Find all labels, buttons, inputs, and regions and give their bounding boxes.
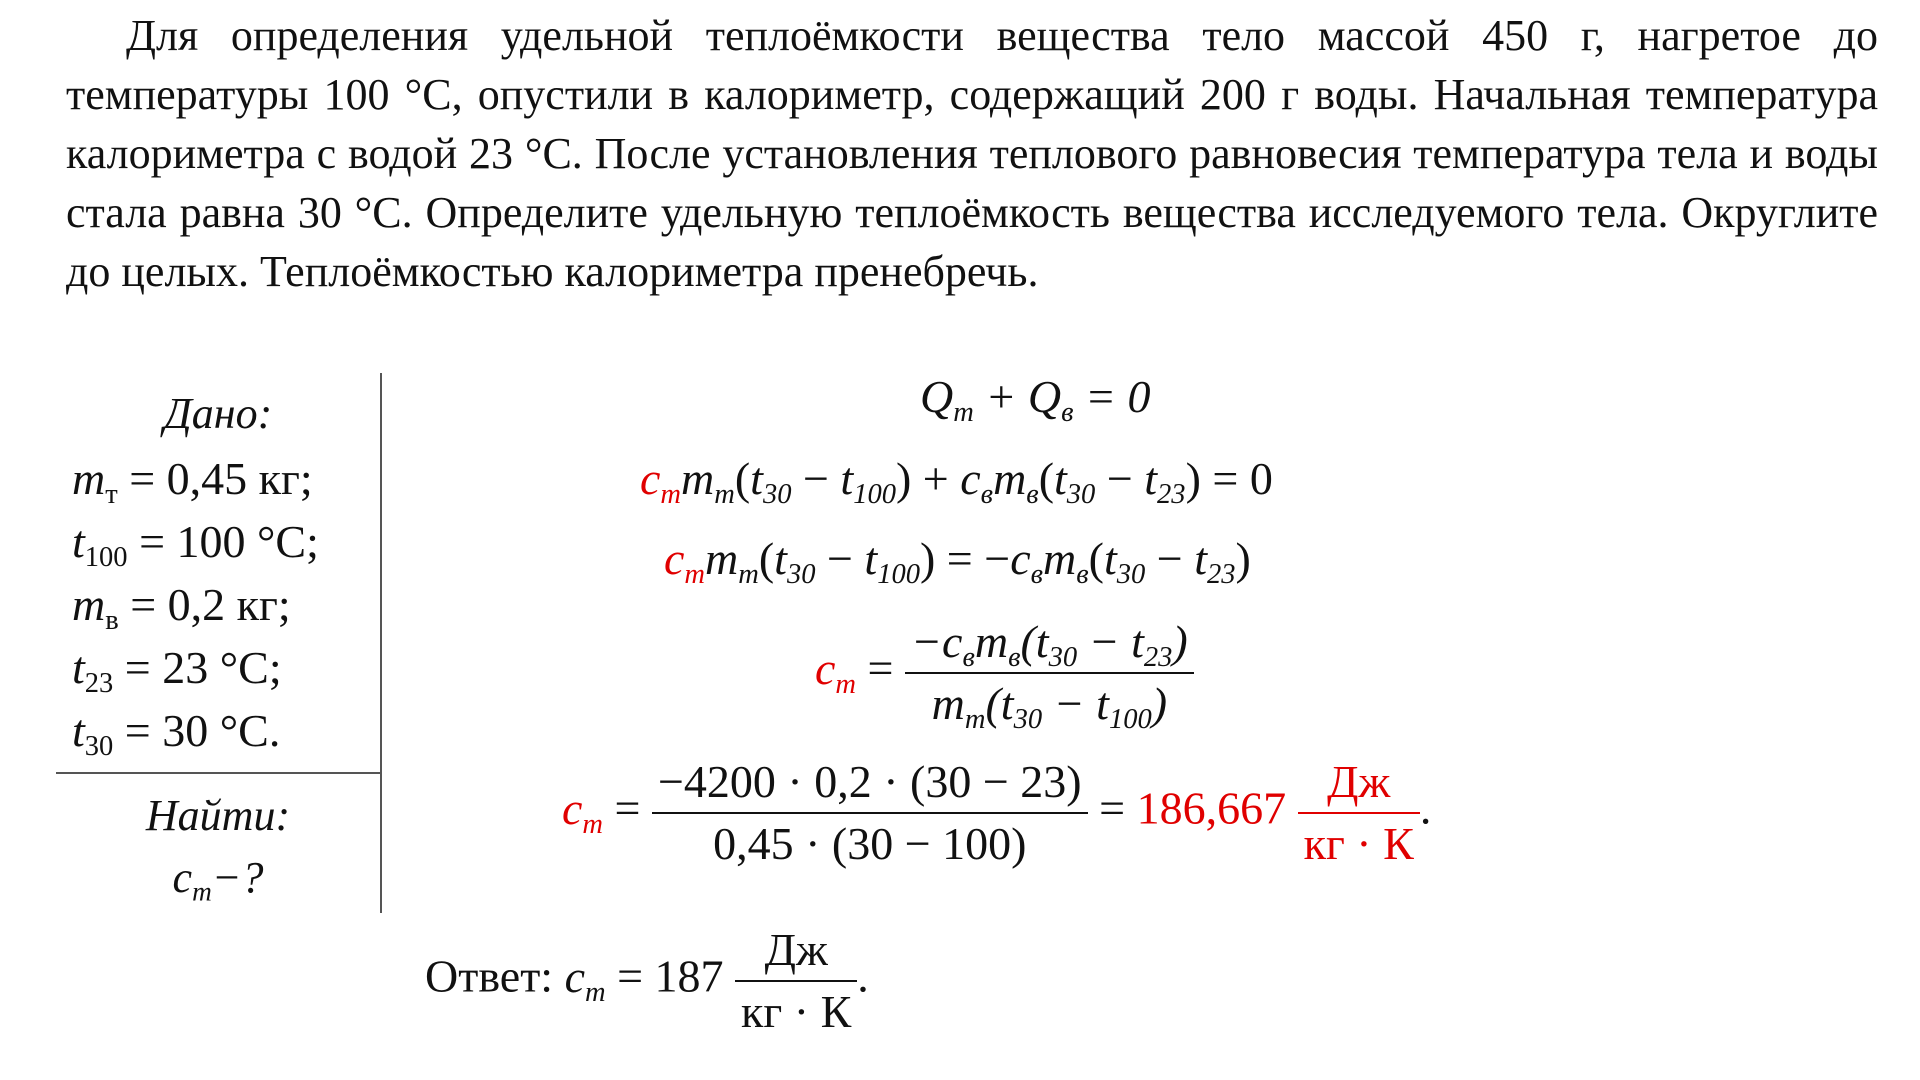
equation-heat-balance: $Q_т + Q_в = 0$ — [920, 371, 1151, 429]
answer: Ответ: $c_т = 187$ $\frac{Дж}{кг \cdot К}$ . — [425, 920, 869, 1042]
find-item: $c_т-$? — [172, 853, 264, 907]
problem-text: Для определения удельной теплоёмкости вещества тело массой 450 г, нагретое до температуры 100 °С, опустили в калориметр, содержащий 200 г воды. Начальная температура калориметра с водой 23 °С. После установления теплового равновесия температура тела и воды стала равна 30 °С. Определите удельную теплоёмкость вещества исследуемого тела. Округлите до целых. Теплоёмкостью калориметра пренебречь. — [66, 11, 1878, 296]
given-item: $t_{100} = 100$ °С; — [72, 516, 319, 574]
given-label: Дано: — [163, 389, 273, 438]
equation-expanded: $c_тm_т(t_{30} - t_{100}) + c_вm_в(t_{30} - t_{23}) = 0$ — [640, 453, 1273, 511]
equation-solved: $c_т$ = $\frac{-c_вm_в(t_{30} - t_{23})}{m_т(t_{30} - t_{100})}$ — [815, 612, 1194, 734]
result-value: 186,667 — [1136, 782, 1287, 834]
problem-statement — [66, 6, 1878, 301]
equation-rearranged: $c_тm_т(t_{30} - t_{100}) = -c_вm_в(t_{30} - t_{23})$ — [664, 533, 1251, 591]
given-item: $t_{23} = 23$ °С; — [72, 642, 282, 700]
given-divider — [56, 772, 382, 774]
find-label: Найти: — [145, 791, 291, 840]
result-unit: $\frac{Дж}{кг \cdot К}$ — [1298, 752, 1420, 874]
equation-numeric: $c_т$ = $\frac{-4200 \cdot 0,2 \cdot (30 - 23)}{0,45 \cdot (30 - 100)}$ = 186,667 $\frac{Дж}{кг \cdot К}$ . — [562, 752, 1431, 874]
answer-value: 187 — [654, 950, 724, 1002]
given-vertical-divider — [380, 373, 382, 913]
given-item: $m_т = 0,45$ кг; — [72, 453, 313, 511]
given-item: $t_{30} = 30$ °С. — [72, 705, 281, 763]
given-item: $m_в = 0,2$ кг; — [72, 579, 291, 637]
